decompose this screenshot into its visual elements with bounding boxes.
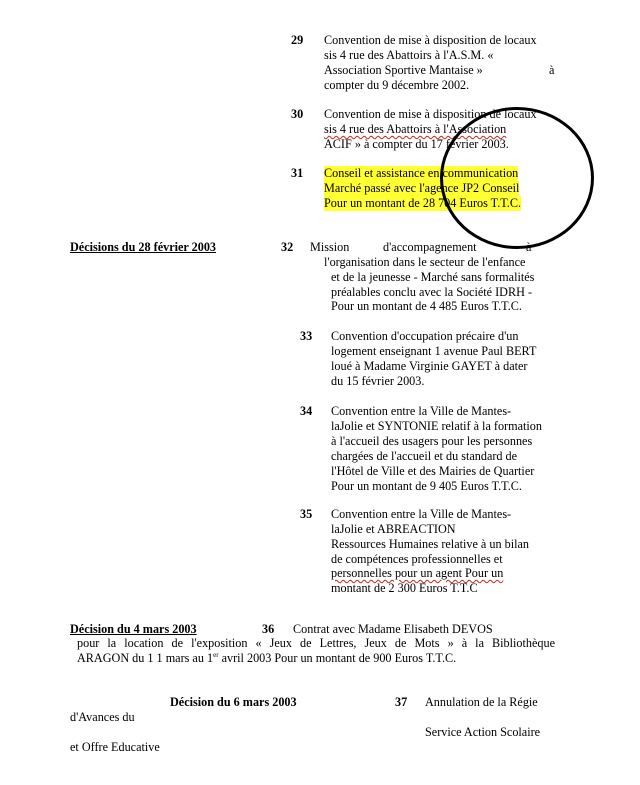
item-33-line-3: loué à Madame Virginie GAYET à dater	[331, 359, 528, 373]
item-37-line-1: Annulation de la Régie	[425, 695, 538, 709]
item-30-line-2: sis 4 rue des Abattoirs à l'Association	[324, 122, 507, 136]
item-37-line-3: Service Action Scolaire	[425, 725, 541, 739]
item-34-line-5: l'Hôtel de Ville et des Mairies de Quartier	[331, 464, 535, 478]
item-34-line-3: à l'accueil des usagers pour les personnes	[331, 434, 533, 448]
item-34-line-2: laJolie et SYNTONIE relatif à la formation	[331, 419, 542, 433]
item-34-line-1: Convention entre la Ville de Mantes-	[331, 404, 512, 418]
item-32-line-2: l'organisation dans le secteur de l'enfance	[324, 255, 526, 269]
item-36-line-2: pour la location de l'exposition « Jeux de Lettres, Jeux de Mots » à la Bibliothèque	[77, 636, 555, 650]
item-33-line-2: logement enseignant 1 avenue Paul BERT	[331, 344, 537, 358]
item-29-line-4: compter du 9 décembre 2002.	[324, 78, 470, 92]
item-32-line-1b: d'accompagnement	[383, 240, 477, 254]
item-34-line-4: chargées de l'accueil et du standard de	[331, 449, 518, 463]
item-36-sup-er: er	[213, 650, 219, 659]
item-29-line-3b: à	[549, 63, 555, 77]
hand-drawn-circle-annotation	[440, 107, 594, 249]
item-number-31: 31	[291, 166, 304, 180]
item-31-line-2: Marché passé avec l'agence JP2 Conseil	[324, 181, 520, 195]
item-number-37: 37	[395, 695, 408, 709]
item-number-32: 32	[281, 240, 294, 254]
item-36-line-3-rest: avril 2003 Pour un montant de 900 Euros T.T.C.	[221, 651, 457, 665]
item-29-line-2: sis 4 rue des Abattoirs à l'A.S.M. «	[324, 48, 494, 62]
item-32-line-1a: Mission	[310, 240, 350, 254]
item-number-36: 36	[262, 622, 275, 636]
item-number-30: 30	[291, 107, 304, 121]
item-32-line-3: et de la jeunesse - Marché sans formalités	[331, 270, 535, 284]
item-37-line-4: et Offre Educative	[70, 740, 160, 754]
item-35-line-4: de compétences professionnelles et	[331, 552, 503, 566]
item-number-33: 33	[300, 329, 313, 343]
item-32-line-1c: à	[526, 240, 532, 254]
item-35-line-3: Ressources Humaines relative à un bilan	[331, 537, 529, 551]
item-33-line-1: Convention d'occupation précaire d'un	[331, 329, 519, 343]
item-31-line-3: Pour un montant de 28 704 Euros T.T.C.	[324, 196, 522, 210]
item-35-line-6: montant de 2 300 Euros T.T.C	[331, 581, 478, 595]
item-33-line-4: du 15 février 2003.	[331, 374, 425, 388]
item-number-35: 35	[300, 507, 313, 521]
item-32-line-5: Pour un montant de 4 485 Euros T.T.C.	[331, 299, 522, 313]
item-29-line-3: Association Sportive Mantaise »	[324, 63, 483, 77]
item-30-line-3: ACIF » à compter du 17 février 2003.	[324, 137, 509, 151]
item-30-line-1: Convention de mise à disposition de locaux	[324, 107, 537, 121]
item-number-34: 34	[300, 404, 313, 418]
item-32-line-4: préalables conclu avec la Société IDRH -	[331, 285, 533, 299]
item-34-line-6: Pour un montant de 9 405 Euros T.T.C.	[331, 479, 522, 493]
item-35-line-2: laJolie et ABREACTION	[331, 522, 456, 536]
item-37-line-2: d'Avances du	[70, 710, 135, 724]
heading-decision-4-mars: Décision du 4 mars 2003	[70, 622, 197, 636]
item-36-line-3-text: ARAGON du 1 1 mars au 1	[77, 651, 214, 665]
item-29-line-1: Convention de mise à disposition de locaux	[324, 33, 537, 47]
item-35-line-1: Convention entre la Ville de Mantes-	[331, 507, 512, 521]
heading-decisions-28-fevrier: Décisions du 28 février 2003	[70, 240, 217, 254]
item-36-line-1: Contrat avec Madame Elisabeth DEVOS	[293, 622, 493, 636]
item-31-line-1: Conseil et assistance en communication	[324, 166, 519, 180]
item-35-line-5: personnelles pour un agent Pour un	[331, 566, 504, 580]
item-36-line-3	[77, 651, 456, 666]
heading-decision-6-mars: Décision du 6 mars 2003	[170, 695, 297, 709]
item-number-29: 29	[291, 33, 304, 47]
